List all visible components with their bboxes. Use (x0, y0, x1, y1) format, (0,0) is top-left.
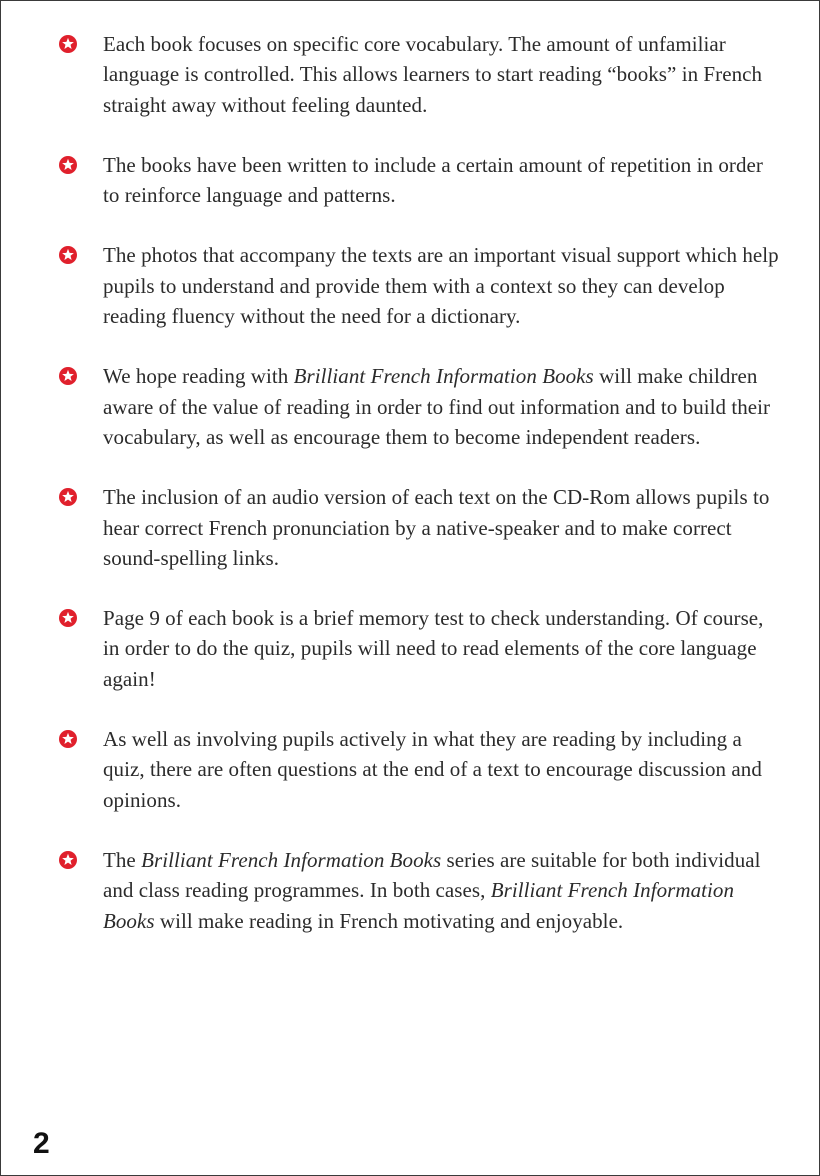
bullet-item (59, 150, 783, 211)
star-circle-icon (59, 367, 77, 385)
star-circle-icon (59, 488, 77, 506)
bullet-text: The Brilliant French Information Books series are suitable for both individual and class reading programmes. In both cases, Brilliant French Information Books will make reading in French motivating and enjoyable. (103, 847, 761, 933)
bullet-text: Page 9 of each book is a brief memory test to check understanding. Of course, in order to do the quiz, pupils will need to read elements of the core language again! (103, 606, 764, 691)
book-series-title: Brilliant French Information Books (103, 878, 734, 933)
bullet-item (59, 361, 783, 452)
bullet-text: The photos that accompany the texts are an important visual support which help pupils to understand and provide them with a context so they can develop reading fluency without the need for a dictionary. (103, 243, 779, 329)
star-circle-icon (59, 156, 77, 174)
bullet-item (59, 240, 783, 331)
bullet-item (59, 482, 783, 573)
bullet-item (59, 29, 783, 120)
bullet-text: Each book focuses on specific core vocabulary. The amount of unfamiliar language is controlled. This allows learners to start reading “books” in French straight away without feeling daunted. (103, 32, 763, 117)
star-circle-icon (59, 851, 77, 869)
star-circle-icon (59, 730, 77, 748)
bullet-text: We hope reading with Brilliant French Information Books will make children aware of the value of reading in order to find out information and to build their vocabulary, as well as encourage them to become independent readers. (103, 364, 771, 449)
bullet-text: The books have been written to include a certain amount of repetition in order to reinforce language and patterns. (103, 152, 763, 208)
bullet-item (59, 724, 783, 815)
bullet-text: The inclusion of an audio version of each text on the CD-Rom allows pupils to hear correct French pronunciation by a native-speaker and to make correct sound-spelling links. (103, 485, 770, 570)
bullet-list (59, 29, 783, 966)
book-series-title: Brilliant French Information Books (293, 364, 594, 389)
star-circle-icon (59, 246, 77, 264)
star-circle-icon (59, 609, 77, 627)
bullet-item (59, 845, 783, 936)
book-series-title: Brilliant French Information Books (141, 847, 442, 872)
page-number: 2 (33, 1127, 50, 1160)
bullet-text: As well as involving pupils actively in what they are reading by including a quiz, there are often questions at the end of a text to encourage discussion and opinions. (103, 727, 762, 812)
bullet-item (59, 603, 783, 694)
star-circle-icon (59, 35, 77, 53)
